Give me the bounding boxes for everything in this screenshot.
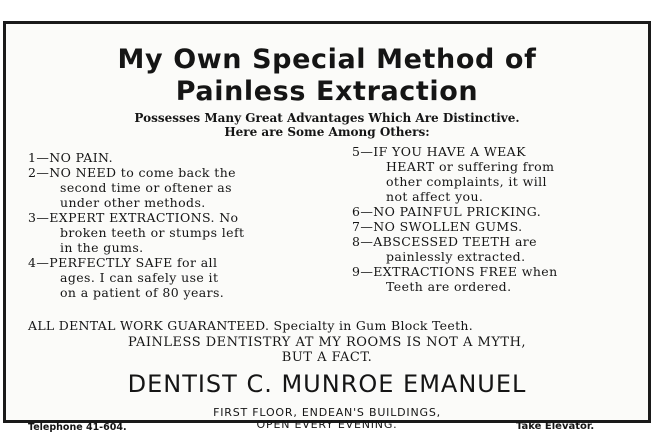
advantage-item-4 — [28, 255, 310, 300]
advantage-text: on a patient of 80 years. — [60, 285, 225, 300]
advantage-text: painlessly extracted. — [386, 249, 526, 264]
advantage-text: 6—NO PAINFUL PRICKING. — [352, 204, 542, 219]
subheading-line-1: Possesses Many Great Advantages Which Are Distinctive. — [134, 111, 520, 125]
advantage-text: HEART or suffering from — [386, 159, 555, 174]
advantage-text: Teeth are ordered. — [386, 279, 512, 294]
elevator-note: Take Elevator. — [516, 421, 595, 432]
advertisement-frame — [3, 21, 651, 433]
myth-statement-line-2: BUT A FACT. — [281, 350, 373, 365]
advantage-text: broken teeth or stumps left — [60, 225, 245, 240]
advantage-text: 1—NO PAIN. — [28, 150, 113, 165]
advantages-left-column — [28, 150, 310, 300]
address-line-1: FIRST FLOOR, ENDEAN'S BUILDINGS, — [213, 406, 441, 419]
telephone-number: Telephone 41-604. — [28, 422, 127, 433]
advantage-item-8 — [352, 234, 638, 264]
advantage-text: 3—EXPERT EXTRACTIONS. No — [28, 210, 239, 225]
advantage-text: 5—IF YOU HAVE A WEAK — [352, 144, 526, 159]
advantage-text: other complaints, it will — [386, 174, 547, 189]
advantage-text: second time or oftener as — [60, 180, 232, 195]
advantage-item-9 — [352, 264, 638, 294]
advantage-item-7 — [352, 219, 638, 234]
subheading-line-2: Here are Some Among Others: — [224, 125, 430, 139]
advantage-text: 4—PERFECTLY SAFE for all — [28, 255, 218, 270]
advantage-text: 9—EXTRACTIONS FREE when — [352, 264, 558, 279]
advantage-text: not affect you. — [386, 189, 484, 204]
advantage-text: ages. I can safely use it — [60, 270, 219, 285]
headline-line-2: Painless Extraction — [175, 76, 479, 107]
advantage-text: 8—ABSCESSED TEETH are — [352, 234, 537, 249]
myth-statement-line-1: PAINLESS DENTISTRY AT MY ROOMS IS NOT A MYTH, — [127, 335, 527, 350]
advantage-item-5 — [352, 144, 638, 204]
advantage-text: under other methods. — [60, 195, 206, 210]
advantage-text: in the gums. — [60, 240, 144, 255]
advantage-text: 7—NO SWOLLEN GUMS. — [352, 219, 523, 234]
dentist-name: DENTIST C. MUNROE EMANUEL — [127, 370, 527, 398]
advantage-item-2 — [28, 165, 310, 210]
advantage-item-6 — [352, 204, 638, 219]
advantage-text: 2—NO NEED to come back the — [28, 165, 236, 180]
advantages-right-column — [352, 144, 638, 294]
headline-line-1: My Own Special Method of — [117, 44, 537, 75]
guarantee-statement: ALL DENTAL WORK GUARANTEED. Specialty in Gum Block Teeth. — [28, 318, 474, 333]
address-line-2: OPEN EVERY EVENING. — [256, 418, 398, 431]
advantage-item-1 — [28, 150, 310, 165]
advantage-item-3 — [28, 210, 310, 255]
